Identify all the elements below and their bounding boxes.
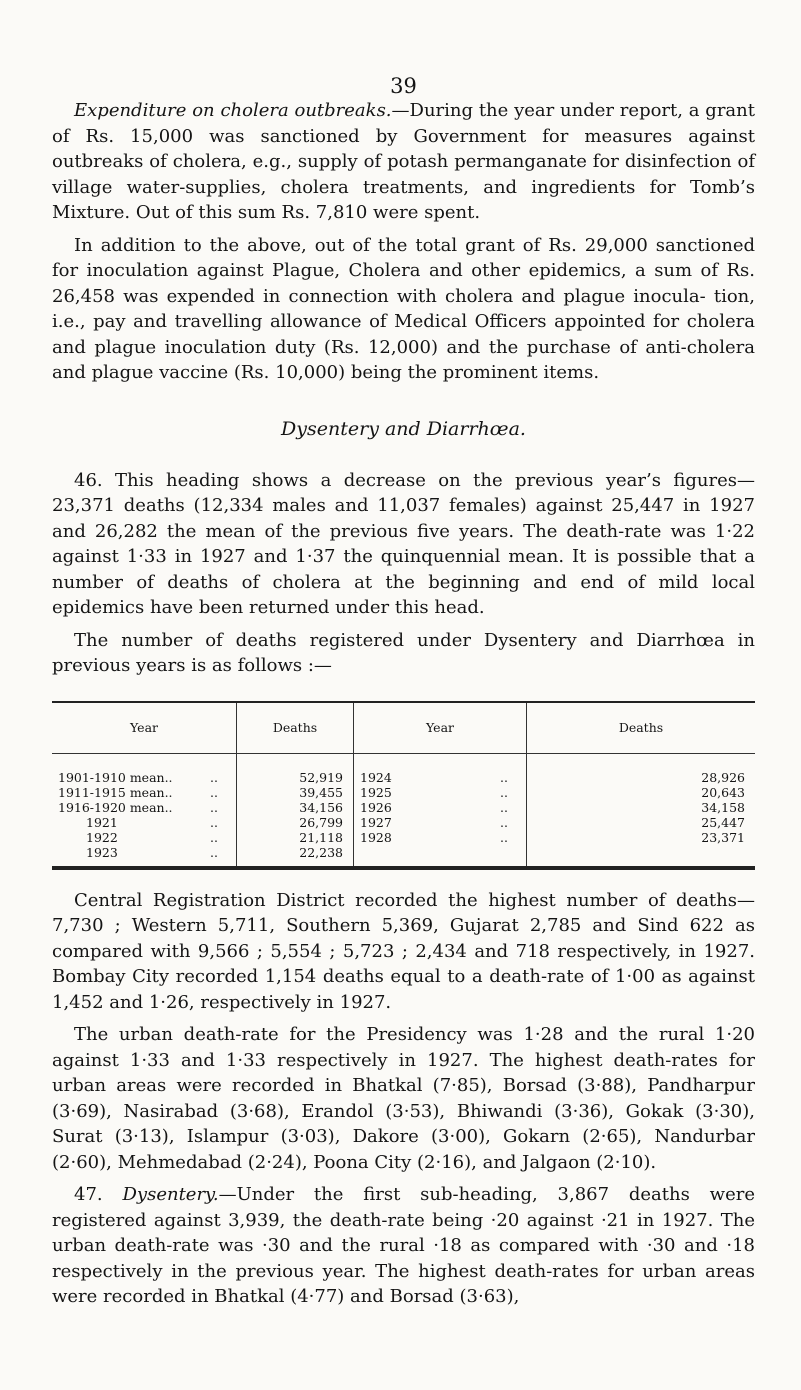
header-deaths-right: Deaths <box>527 702 756 754</box>
deaths-table <box>52 701 755 870</box>
year-cell: 1901-1910 mean.. <box>58 769 173 785</box>
header-year-left: Year <box>52 702 237 754</box>
year-cell: 1926 <box>360 799 392 815</box>
year-cell: 1922 <box>86 829 118 845</box>
leader-dots: .. <box>500 799 508 815</box>
deaths-cell: 52,919 <box>237 753 354 785</box>
table-row <box>52 830 755 845</box>
paragraph-46: 46. This heading shows a decrease on the previous year’s figures— 23,371 deaths (12,334 males and 11,037 females) against 25,447 in 1927 and 26,282 the mean of the previous five years. The death-rate was 1·22 against 1·33 in 1927 and 1·37 the quinquennial mean. It is possible that a number of deaths of cholera at the beginning and end of mild local epidemics have been returned under this head. <box>52 469 755 618</box>
leader-dots: .. <box>500 814 508 830</box>
paragraph-urban-rates: The urban death-rate for the Presidency was 1·28 and the rural 1·20 against 1·33 and 1·33 respectively in 1927. The highest death-rates for urban areas were recorded in Bhatkal (7·85), Borsad (3·88), Pandharpur (3·69), Nasirabad (3·68), Erandol (3·53), Bhiwandi (3·36), Gokak (3·30), Surat (3·13), Islampur (3·03), Dakore (3·00), Gokarn (2·65), Nandurbar (2·60), Mehmedabad (2·24), Poona City (2·16), and Jalgaon (2·10). <box>52 1024 755 1173</box>
leader-dots: .. <box>210 799 218 815</box>
deaths-cell: 28,926 <box>527 753 756 785</box>
deaths-cell: 23,371 <box>527 830 756 845</box>
table-row <box>52 753 755 785</box>
year-cell: 1916-1920 mean.. <box>58 799 173 815</box>
paragraph-inoculation: In addition to the above, out of the total grant of Rs. 29,000 sanctioned for inoculation against Plague, Cholera and other epidemics, a sum of Rs. 26,458 was expended in connection with cholera and plague inocula- tion, i.e., pay and travelling allowance of Medical Officers appointed for cholera and plague inoculation duty (Rs. 12,000) and the purchase of anti-cholera and plague vaccine (Rs. 10,000) being the prominent items. <box>52 234 755 383</box>
paragraph-47 <box>52 1182 755 1310</box>
paragraph-number: 47. <box>74 1184 103 1205</box>
table-row <box>52 800 755 815</box>
header-deaths-left: Deaths <box>237 702 354 754</box>
leader-dots: .. <box>500 769 508 785</box>
header-year-right: Year <box>354 702 527 754</box>
deaths-cell: 21,118 <box>237 830 354 845</box>
year-cell: 1925 <box>360 784 392 800</box>
leader-dots: .. <box>210 814 218 830</box>
deaths-cell: 39,455 <box>237 785 354 800</box>
leader-dots: .. <box>500 784 508 800</box>
leader-dots: .. <box>500 829 508 845</box>
leader-dots: .. <box>210 784 218 800</box>
deaths-cell: 22,238 <box>237 845 354 868</box>
deaths-cell: 25,447 <box>527 815 756 830</box>
paragraph-table-intro: The number of deaths registered under Dysentery and Diarrhœa in previous years is as follows :— <box>52 629 755 676</box>
paragraph-central-district: Central Registration District recorded the highest number of deaths— 7,730 ; Western 5,711, Southern 5,369, Gujarat 2,785 and Sind 622 as compared with 9,566 ; 5,554 ; 5,723 ; 2,434 and 718 respectively, in 1927. Bombay City recorded 1,154 deaths equal to a death-rate of 1·00 as against 1,452 and 1·26, respectively in 1927. <box>52 889 755 1013</box>
deaths-cell: 26,799 <box>237 815 354 830</box>
paragraph-text: —During the year under report, a grant of Rs. 15,000 was sanctioned by Government for measures against outbreaks of cholera, e.g., supply of potash permanganate for disinfection of village water-supplies, cholera treatments, and ingredients for Tomb’s Mixture. Out of this sum Rs. 7,810 were spent. <box>52 100 755 223</box>
leader-dots: .. <box>210 844 218 860</box>
table-row <box>52 785 755 800</box>
table-row <box>52 845 755 868</box>
deaths-cell: 34,156 <box>237 800 354 815</box>
paragraph-title: Expenditure on cholera outbreaks. <box>74 100 392 121</box>
page-number: 39 <box>390 74 417 98</box>
paragraph-text: —Under the first sub-heading, 3,867 deaths were registered against 3,939, the death-rate being ·20 against ·21 in 1927. The urban death-rate was ·30 and the rural ·18 as compared with ·30 and ·18 respectively in the previous year. The highest death-rates for urban areas were recorded in Bhatkal (4·77) and Borsad (3·63), <box>52 1184 755 1307</box>
leader-dots: .. <box>210 769 218 785</box>
section-heading: Dysentery and Diarrhœa. <box>281 417 526 440</box>
deaths-cell: 34,158 <box>527 800 756 815</box>
year-cell: 1911-1915 mean.. <box>58 784 173 800</box>
table-row <box>52 815 755 830</box>
deaths-cell: 20,643 <box>527 785 756 800</box>
year-cell: 1921 <box>86 814 118 830</box>
year-cell: 1924 <box>360 769 392 785</box>
year-cell: 1927 <box>360 814 392 830</box>
year-cell: 1928 <box>360 829 392 845</box>
year-cell: 1923 <box>86 844 118 860</box>
table-header-row <box>52 702 755 754</box>
leader-dots: .. <box>210 829 218 845</box>
paragraph-title: Dysentery. <box>122 1184 219 1205</box>
paragraph-cholera-expenditure <box>52 98 755 226</box>
